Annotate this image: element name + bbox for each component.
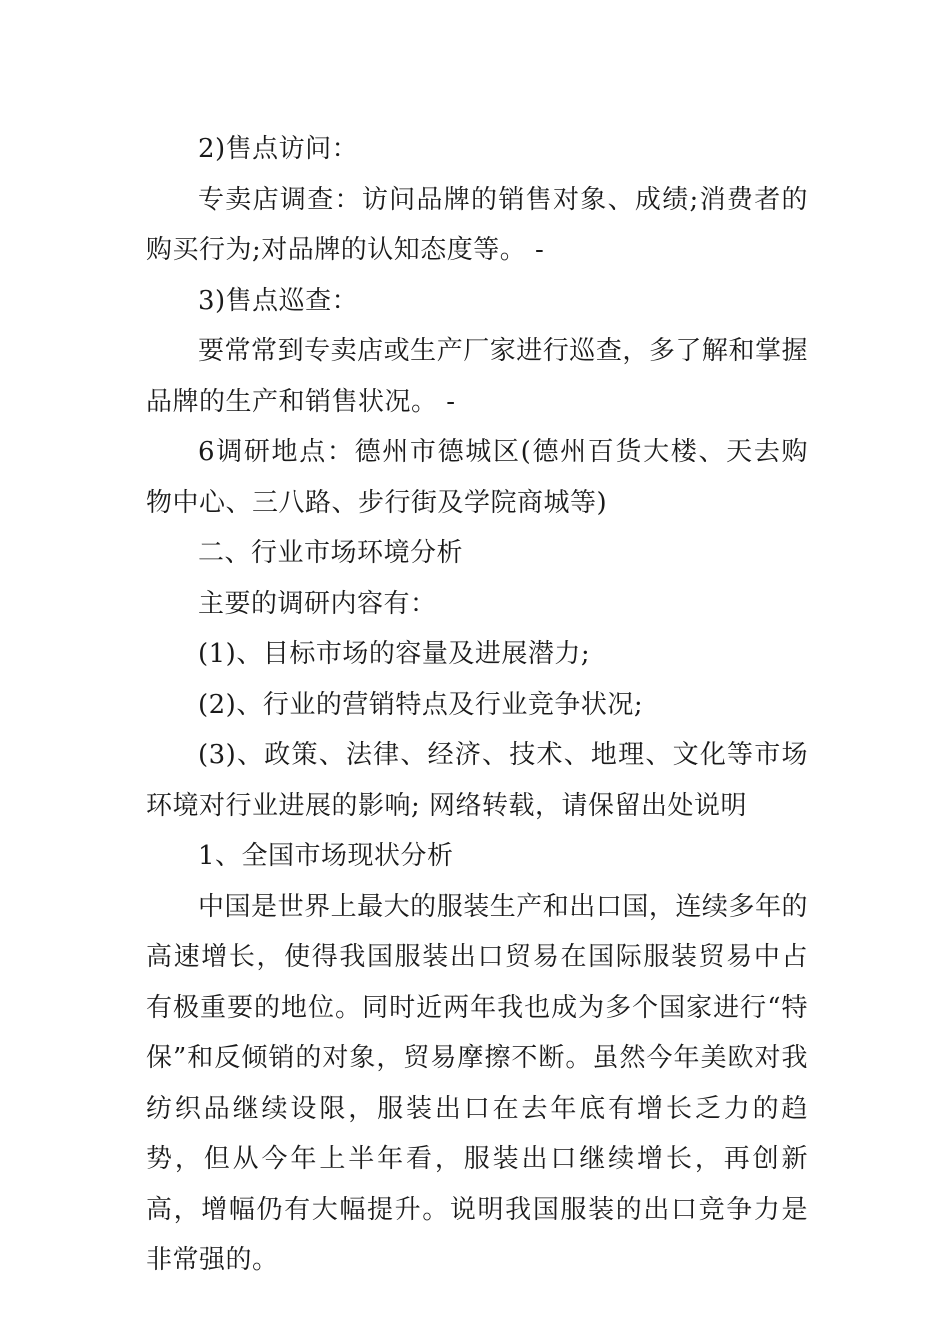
paragraph-survey-location: 6调研地点：德州市德城区(德州百货大楼、天去购物中心、三八路、步行街及学院商城等) <box>146 437 808 518</box>
list-item-1: (1)、目标市场的容量及进展潜力; <box>198 639 591 669</box>
list-item-2: (2)、行业的营销特点及行业竞争状况; <box>198 689 644 720</box>
paragraph-inspection-detail: 要常常到专卖店或生产厂家进行巡查，多了解和掌握品牌的生产和销售状况。 - <box>146 336 808 417</box>
section-heading-market-environment: 二、行业市场环境分析 <box>198 538 464 568</box>
paragraph-sales-inspection-heading: 3)售点巡查： <box>198 285 359 316</box>
paragraph-store-survey: 专卖店调查：访问品牌的销售对象、成绩;消费者的购买行为;对品牌的认知态度等。 - <box>146 184 808 265</box>
list-item-3: (3)、政策、法律、经济、技术、地理、文化等市场环境对行业进展的影响; 网络转载，请保留出处说明 <box>146 740 808 821</box>
subsection-heading-national-market: 1、全国市场现状分析 <box>198 841 454 871</box>
paragraph-research-content-intro: 主要的调研内容有： <box>198 588 437 619</box>
paragraph-sales-visit-heading: 2)售点访问： <box>198 134 359 164</box>
document-body <box>146 124 808 1286</box>
paragraph-national-market-detail: 中国是世界上最大的服装生产和出口国，连续多年的高速增长，使得我国服装出口贸易在国际服装贸易中占有极重要的地位。同时近两年我也成为多个国家进行“特保”和反倾销的对象，贸易摩擦不断。虽然今年美欧对我纺织品继续设限，服装出口在去年底有增长乏力的趋势，但从今年上半年看，服装出口继续增长，再创新高，增幅仍有大幅提升。说明我国服装的出口竞争力是非常强的。 <box>146 891 808 1275</box>
